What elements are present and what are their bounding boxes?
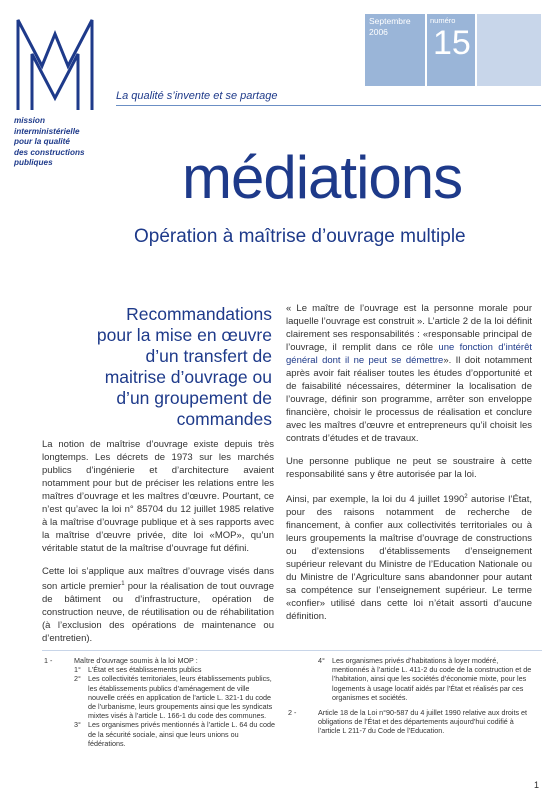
footnotes-left xyxy=(44,656,276,751)
paragraph: Une personne publique ne peut se soustraire à cette responsabilité sans y être autorisée par la loi. xyxy=(286,456,532,480)
footnote-2: 2 - Article 18 de la Loi n°90-587 du 4 juillet 1990 relative aux droits et obligations de l’État et des départements aujourd’hui codifié à l’article L 211-7 du Code de l’Education. xyxy=(288,708,528,736)
miqcp-logo xyxy=(14,14,96,114)
paragraph: Ainsi, par exemple, la loi du 4 juillet 1990$^2$ autorise l’État, pour des raisons notamment de recherche de financement, à confier aux collectivités territoriales ou à leurs groupements la maîtrise d’ouvrage de constructions ou d’extensions d’établissements d’enseignement supérieur relevant du Ministre de l’Education Nationale ou du Ministre de l’Agriculture sans abandonner pour autant sa compétence sur l’enseignement supérieur. Le terme «confier» utilisé dans cette loi n’était assorti d’aucune définition. xyxy=(286,494,532,623)
footnotes-right xyxy=(288,656,532,739)
publication-title: médiations xyxy=(182,144,463,211)
organization-name: mission interministérielle pour la qualité des constructions publiques xyxy=(14,116,85,167)
tagline: La qualité s’invente et se partage xyxy=(116,90,278,102)
issue-box xyxy=(365,14,541,86)
article-heading: Recommandations pour la mise en œuvre d’un transfert de maitrise d’ouvrage ou d’un groupement de commandes xyxy=(96,304,272,429)
page-number: 1 xyxy=(534,780,540,790)
issue-date: Septembre 2006 xyxy=(369,16,411,37)
right-column xyxy=(286,302,532,633)
footnote-divider xyxy=(42,650,542,651)
footnote-1: 1 - Maître d’ouvrage soumis à la loi MOP : 1° L’État et ses établissements publics 2° Les collectivités territoriales, leurs établissements publics, les établissements publics d’aménagement de ville nouvelle créés en application de l’article L. 321-1 du code de l’urbanisme, leurs groupements ainsi que les syndicats mixtes visés à l’article L. 166-1 du code des communes. 3° Les organismes privés mentionnés à l’article L. 64 du code de la sécurité sociale, ainsi que leurs unions ou fédérations. xyxy=(44,656,275,748)
issue-label: numéro xyxy=(430,16,456,25)
issue-subtitle: Opération à maîtrise d’ouvrage multiple xyxy=(134,226,466,247)
header-rule xyxy=(116,105,541,106)
left-column xyxy=(42,438,274,655)
paragraph: Cette loi s’applique aux maîtres d’ouvrage visés dans son article premier$^1$ pour la réalisation de tout ouvrage de bâtiment ou d’infrastructure, opération de construction neuve, de réutilisation ou de réhabilitation (à l’exclusion des opérations de maintenance ou d’entretien). xyxy=(42,566,275,645)
footnote-1-continued: 4° Les organismes privés d’habitations à loyer modéré, mentionnés à l’article L. 411-2 du code de la construction et de l’habitation, ainsi que les sociétés d’économie mixte, pour les logements à usage locatif aidés par l’État et réalisés par ces organismes et sociétés. xyxy=(318,656,532,702)
issue-number: 15 xyxy=(433,24,471,62)
paragraph: La notion de maîtrise d’ouvrage existe depuis très longtemps. Les décrets de 1973 sur les marchés publics d’ingénierie et d’architecture avaient notamment pour but de préciser les relations entre les maîtres d’ouvrage et les maîtres d’œuvre. Pourtant, ce n’est qu’avec la loi n° 85704 du 12 juillet 1985 relative à la maîtrise d’ouvrage publique et à ses rapports avec la maîtrise d’œuvre privée, dite loi «MOP», qu’un véritable statut de la maîtrise d’ouvrage fut défini. xyxy=(42,439,274,554)
paragraph: « Le maître de l’ouvrage est la personne morale pour laquelle l’ouvrage est construit ». L’article 2 de la loi définit clairement ses responsabilités : «responsable principal de l’ouvrage, il remplit dans ce rôle une fonction d’intérêt général dont il ne peut se démettre». Il doit notamment après avoir fait réaliser toutes les études d’opportunité et de faisabilité nécessaires, déterminer la localisation de l’ouvrage, définir son programme, arrêter son enveloppe financière, choisir le processus de réalisation et conclure avec les maîtres d’œuvre et entrepreneurs qu’il choisit les contrats d’études et de travaux. xyxy=(286,303,532,444)
